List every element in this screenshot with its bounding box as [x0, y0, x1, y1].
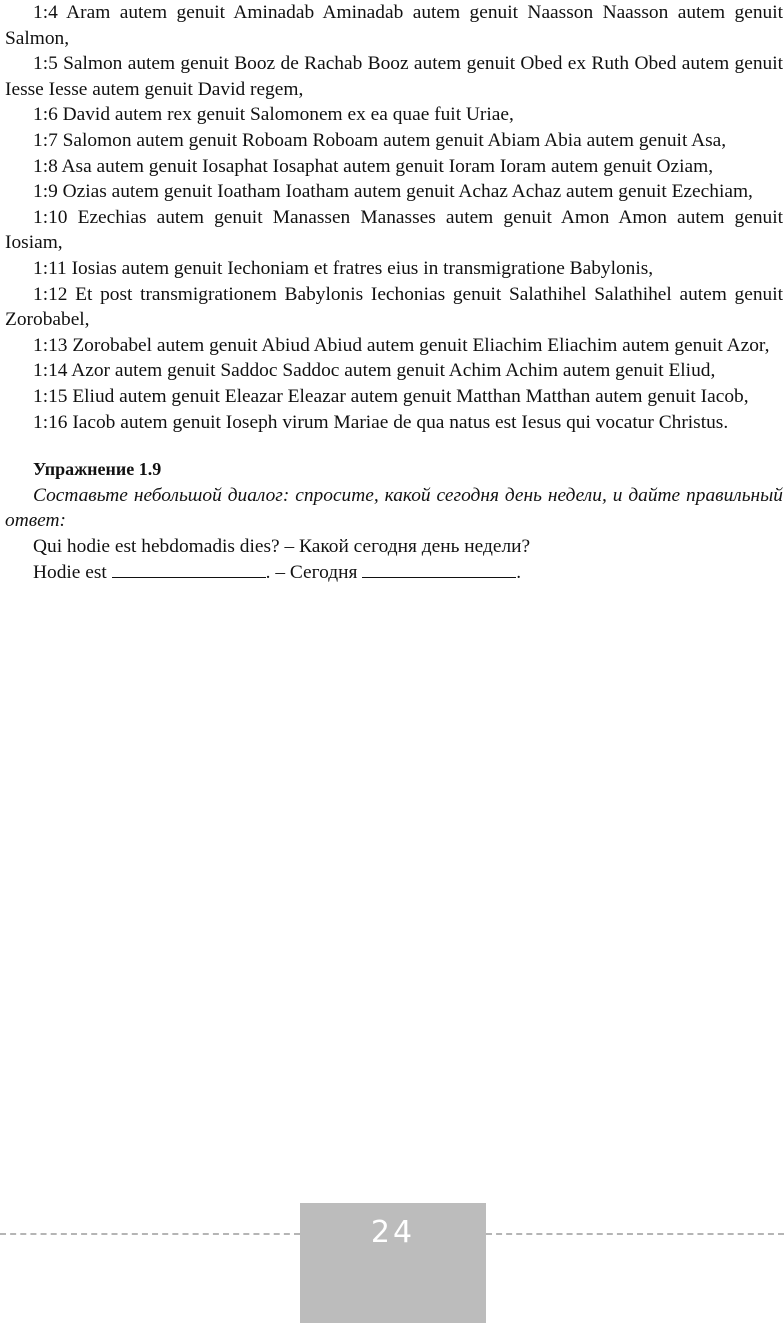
- exercise-answer-line: [5, 559, 783, 586]
- verse-1-12: 1:12 Et post transmigrationem Babylonis Iechonias genuit Salathihel Salathihel autem genuit Zorobabel,: [5, 283, 783, 331]
- verse-1-10: 1:10 Ezechias autem genuit Manassen Manasses autem genuit Amon Amon autem genuit Iosiam,: [5, 206, 783, 254]
- page-number-tab: [300, 1203, 486, 1323]
- verse-1-6: 1:6 David autem rex genuit Salomonem ex ea quae fuit Uriae,: [33, 104, 514, 126]
- verse-1-15: 1:15 Eliud autem genuit Eleazar Eleazar autem genuit Matthan Matthan autem genuit Iacob,: [33, 385, 749, 407]
- exercise-task: Составьте небольшой диалог: спросите, какой сегодня день недели, и дайте правильный ответ:: [5, 484, 783, 532]
- exercise-title: Упражнение 1.9: [33, 459, 162, 480]
- exercise-question: Qui hodie est hebdomadis dies? – Какой сегодня день недели?: [33, 535, 531, 557]
- answer-latin-text: Hodie est: [33, 562, 107, 584]
- exercise-1-9: [5, 457, 783, 586]
- verse-1-9: 1:9 Ozias autem genuit Ioatham Ioatham autem genuit Achaz Achaz autem genuit Ezechiam,: [33, 181, 753, 203]
- verse-1-7: 1:7 Salomon autem genuit Roboam Roboam autem genuit Abiam Abia autem genuit Asa,: [33, 129, 727, 151]
- verse-1-8: 1:8 Asa autem genuit Iosaphat Iosaphat autem genuit Ioram Ioram autem genuit Oziam,: [33, 155, 714, 177]
- answer-end-text: .: [516, 562, 522, 584]
- answer-blank-latin[interactable]: [112, 559, 266, 578]
- main-text: [5, 0, 783, 586]
- verse-1-16: 1:16 Iacob autem genuit Ioseph virum Mariae de qua natus est Iesus qui vocatur Christus.: [33, 411, 729, 433]
- footer-dashed-line-left: [0, 1233, 300, 1235]
- verse-1-13: 1:13 Zorobabel autem genuit Abiud Abiud autem genuit Eliachim Eliachim autem genuit Azor,: [33, 334, 770, 356]
- verse-1-11: 1:11 Iosias autem genuit Iechoniam et fratres eius in transmigratione Babylonis,: [33, 257, 654, 279]
- answer-separator-text: . – Сегодня: [265, 562, 358, 584]
- verse-1-14: 1:14 Azor autem genuit Saddoc Saddoc autem genuit Achim Achim autem genuit Eliud,: [33, 360, 716, 382]
- answer-blank-russian[interactable]: [362, 559, 516, 578]
- footer-dashed-line-right: [486, 1233, 784, 1235]
- verse-1-4: 1:4 Aram autem genuit Aminadab Aminadab autem genuit Naasson Naasson autem genuit Salmon,: [5, 2, 783, 49]
- page-number: 24: [370, 1215, 416, 1250]
- verse-1-5: 1:5 Salmon autem genuit Booz de Rachab Booz autem genuit Obed ex Ruth Obed autem genuit Iesse Iesse autem genuit David regem,: [5, 53, 783, 100]
